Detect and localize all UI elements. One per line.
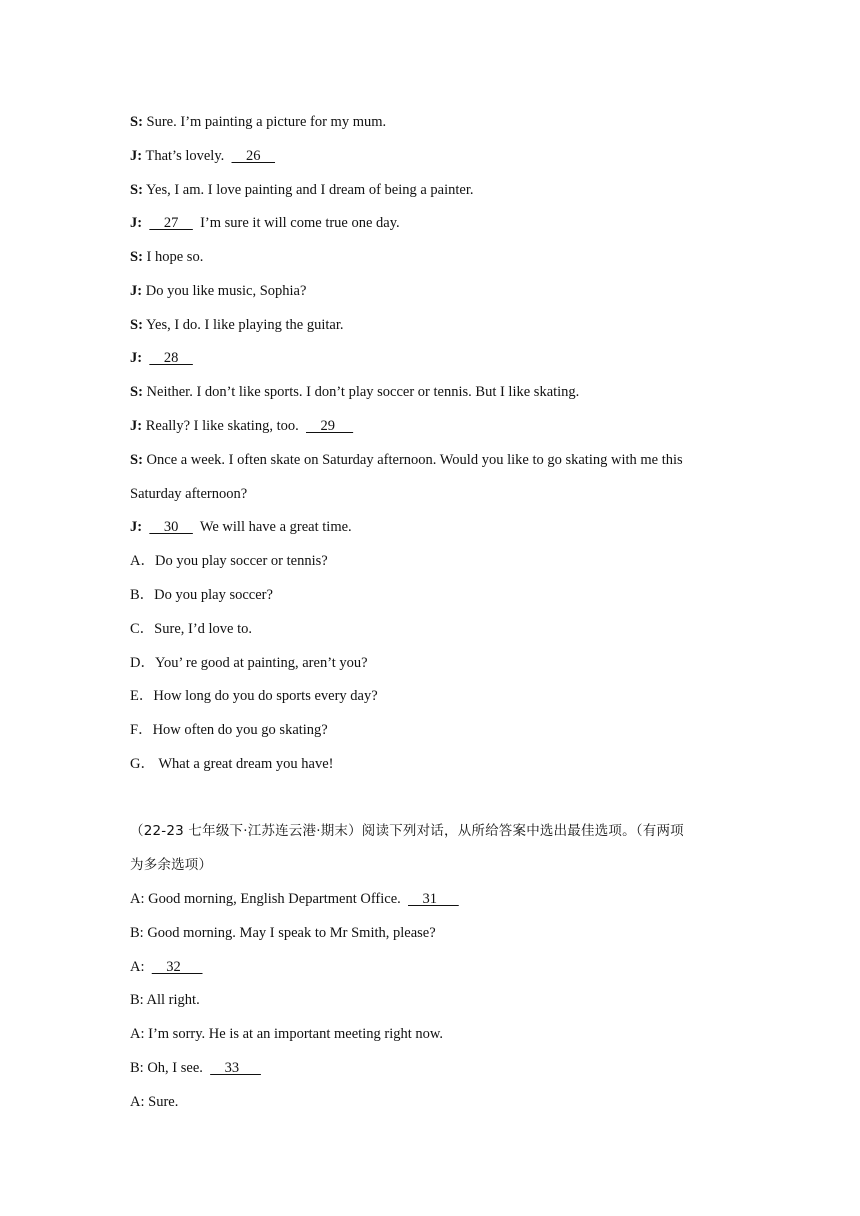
line-text: A:: [130, 959, 145, 975]
dialogue-line: [130, 180, 474, 200]
dialogue-line: [130, 315, 343, 335]
line-text: B: Good morning. May I speak to Mr Smith, please?: [130, 925, 436, 941]
dialogue-line: [130, 1092, 178, 1112]
option-item: E．How long do you do sports every day?: [130, 688, 378, 704]
dialogue-line: [130, 889, 459, 909]
speaker-label: J:: [130, 148, 143, 164]
speaker-label: J:: [130, 418, 143, 434]
line-text: Yes, I am. I love painting and I dream of being a painter.: [146, 182, 474, 198]
speaker-label: J:: [130, 519, 143, 535]
option-item: F．How often do you go skating?: [130, 722, 328, 738]
dialogue-line: [130, 450, 683, 470]
dialogue-line: [130, 348, 193, 368]
answer-blank-29: 29: [306, 418, 354, 434]
dialogue-line: [130, 112, 386, 132]
dialogue-line: [130, 416, 353, 436]
line-text: A: Good morning, English Department Office.: [130, 891, 401, 907]
option-item: C．Sure, I’d love to.: [130, 621, 253, 637]
answer-blank-31: 31: [408, 891, 459, 907]
speaker-label: S:: [130, 317, 143, 333]
dialogue-line: [130, 1024, 443, 1044]
line-text: Once a week. I often skate on Saturday afternoon. Would you like to go skating with me this: [146, 452, 683, 468]
speaker-label: J:: [130, 283, 143, 299]
section-instruction: （22-23 七年级下·江苏连云港·期末）阅读下列对话，从所给答案中选出最佳选项。（有两项: [130, 823, 684, 839]
dialogue-line: [130, 923, 436, 943]
answer-blank-30: 30: [149, 519, 193, 535]
line-text: I’m sure it will come true one day.: [200, 215, 400, 231]
answer-blank-33: 33: [210, 1060, 261, 1076]
line-text: B: Oh, I see.: [130, 1060, 203, 1076]
dialogue-line: [130, 1058, 261, 1078]
option-item: B．Do you play soccer?: [130, 587, 273, 603]
dialogue-line: [130, 213, 400, 233]
option-item: A．Do you play soccer or tennis?: [130, 553, 328, 569]
line-text: Do you like music, Sophia?: [145, 283, 307, 299]
line-text: Really? I like skating, too.: [145, 418, 299, 434]
section-instruction-continued: 为多余选项）: [130, 857, 213, 873]
dialogue-line: [130, 990, 200, 1010]
speaker-label: S:: [130, 249, 143, 265]
answer-blank-26: 26: [231, 148, 276, 164]
line-text: I hope so.: [146, 249, 204, 265]
dialogue-line: [130, 146, 275, 166]
line-text: That’s lovely.: [145, 148, 225, 164]
line-text: Neither. I don’t like sports. I don’t play soccer or tennis. But I like skating.: [146, 384, 580, 400]
dialogue-line: [130, 517, 352, 537]
line-text: Sure. I’m painting a picture for my mum.: [146, 114, 387, 130]
dialogue-line: [130, 281, 306, 301]
option-item: D．You’ re good at painting, aren’t you?: [130, 655, 368, 671]
line-text: A: I’m sorry. He is at an important meeting right now.: [130, 1026, 444, 1042]
dialogue-line-continued: [130, 484, 247, 504]
answer-blank-32: 32: [151, 959, 203, 975]
speaker-label: S:: [130, 452, 143, 468]
answer-blank-27: 27: [149, 215, 193, 231]
dialogue-line: [130, 247, 203, 267]
line-text: We will have a great time.: [199, 519, 352, 535]
dialogue-line: [130, 382, 579, 402]
speaker-label: S:: [130, 384, 143, 400]
line-text: Yes, I do. I like playing the guitar.: [146, 317, 344, 333]
line-text: B: All right.: [130, 992, 200, 1008]
option-item: G． What a great dream you have!: [130, 756, 334, 772]
answer-blank-28: 28: [149, 350, 193, 366]
line-text: Saturday afternoon?: [130, 486, 248, 502]
line-text: A: Sure.: [130, 1094, 179, 1110]
speaker-label: J:: [130, 350, 143, 366]
speaker-label: S:: [130, 182, 143, 198]
speaker-label: S:: [130, 114, 143, 130]
dialogue-line: [130, 957, 203, 977]
speaker-label: J:: [130, 215, 143, 231]
